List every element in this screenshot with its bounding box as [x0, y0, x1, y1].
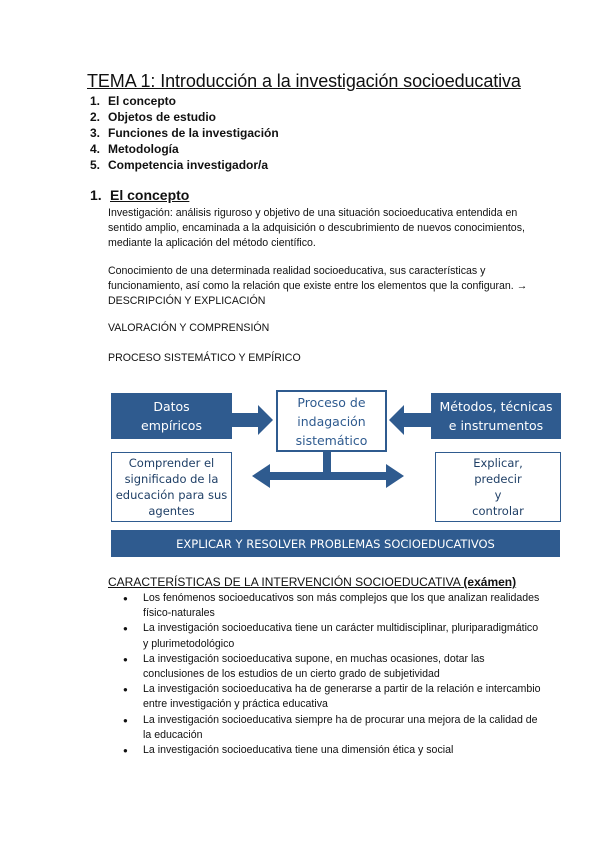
comprender-box: Comprender el significado de la educación para sus agentes: [111, 452, 232, 522]
arrow-stem: [323, 450, 331, 472]
toc-item: 4. Metodología: [90, 142, 179, 156]
toc-label: El concepto: [108, 94, 177, 108]
toc-label: Metodología: [108, 142, 179, 156]
proceso-line: PROCESO SISTEMÁTICO Y EMPÍRICO: [108, 352, 301, 364]
datos-empiricos-box: Datos empíricos: [111, 393, 232, 439]
proceso-indagacion-box: Proceso de indagación sistemático: [276, 390, 387, 452]
explicar-box: Explicar, predecir y controlar: [435, 452, 561, 522]
page-title: TEMA 1: Introducción a la investigación socioeducativa: [87, 71, 521, 91]
list-item: ● La investigación socioeducativa supone, en muchas ocasiones, dotar las conclusiones de los estudios de un cierto grado de subjetividad: [123, 652, 543, 682]
arrow-right-icon: [232, 405, 273, 435]
valoracion-line: VALORACIÓN Y COMPRENSIÓN: [108, 322, 270, 334]
explicar-resolver-bar: EXPLICAR Y RESOLVER PROBLEMAS SOCIOEDUCATIVOS: [111, 530, 560, 557]
toc-label: Funciones de la investigación: [108, 126, 279, 140]
knowledge-paragraph: Conocimiento de una determinada realidad socioeducativa, sus características y funcionamiento, así como la relación que existe entre los elementos que la configuran. → DESCRIPCIÓN Y EXPLICACIÓN: [108, 265, 528, 307]
toc-item: 2. Objetos de estudio: [90, 110, 217, 124]
toc-item: 3. Funciones de la investigación: [90, 126, 279, 140]
list-item: ● Los fenómenos socioeducativos son más complejos que los que analizan realidades físico-naturales: [123, 591, 543, 621]
list-item: ● La investigación socioeducativa tiene una dimensión ética y social: [123, 743, 543, 758]
characteristics-heading: CARACTERÍSTICAS DE LA INTERVENCIÓN SOCIOEDUCATIVA (exámen): [108, 575, 517, 589]
characteristics-list: [123, 591, 543, 758]
list-item: ● La investigación socioeducativa siempre ha de procurar una mejora de la calidad de la educación: [123, 713, 543, 743]
list-item: ● La investigación socioeducativa tiene un carácter multidisciplinar, pluriparadigmático y plurimetodológico: [123, 621, 543, 651]
arrow-left-icon: [389, 405, 431, 435]
metodos-tecnicas-box: Métodos, técnicas e instrumentos: [431, 393, 561, 439]
toc-item: 5. Competencia investigador/a: [90, 158, 269, 172]
toc-label: Competencia investigador/a: [108, 158, 269, 172]
toc-label: Objetos de estudio: [108, 110, 217, 124]
list-item: ● La investigación socioeducativa ha de generarse a partir de la relación e intercambio entre investigación y práctica educativa: [123, 682, 543, 712]
double-arrow-icon: [252, 464, 404, 488]
definition-paragraph: Investigación: análisis riguroso y objetivo de una situación socioeducativa entendida en sentido amplio, encaminada a la adquisición o descubrimiento de nuevos conocimientos, mediante la aplicación del método científico.: [108, 207, 525, 249]
toc-item: 1. El concepto: [90, 94, 177, 108]
exam-note: (exámen): [463, 575, 517, 589]
section-heading: 1. El concepto: [90, 187, 190, 203]
